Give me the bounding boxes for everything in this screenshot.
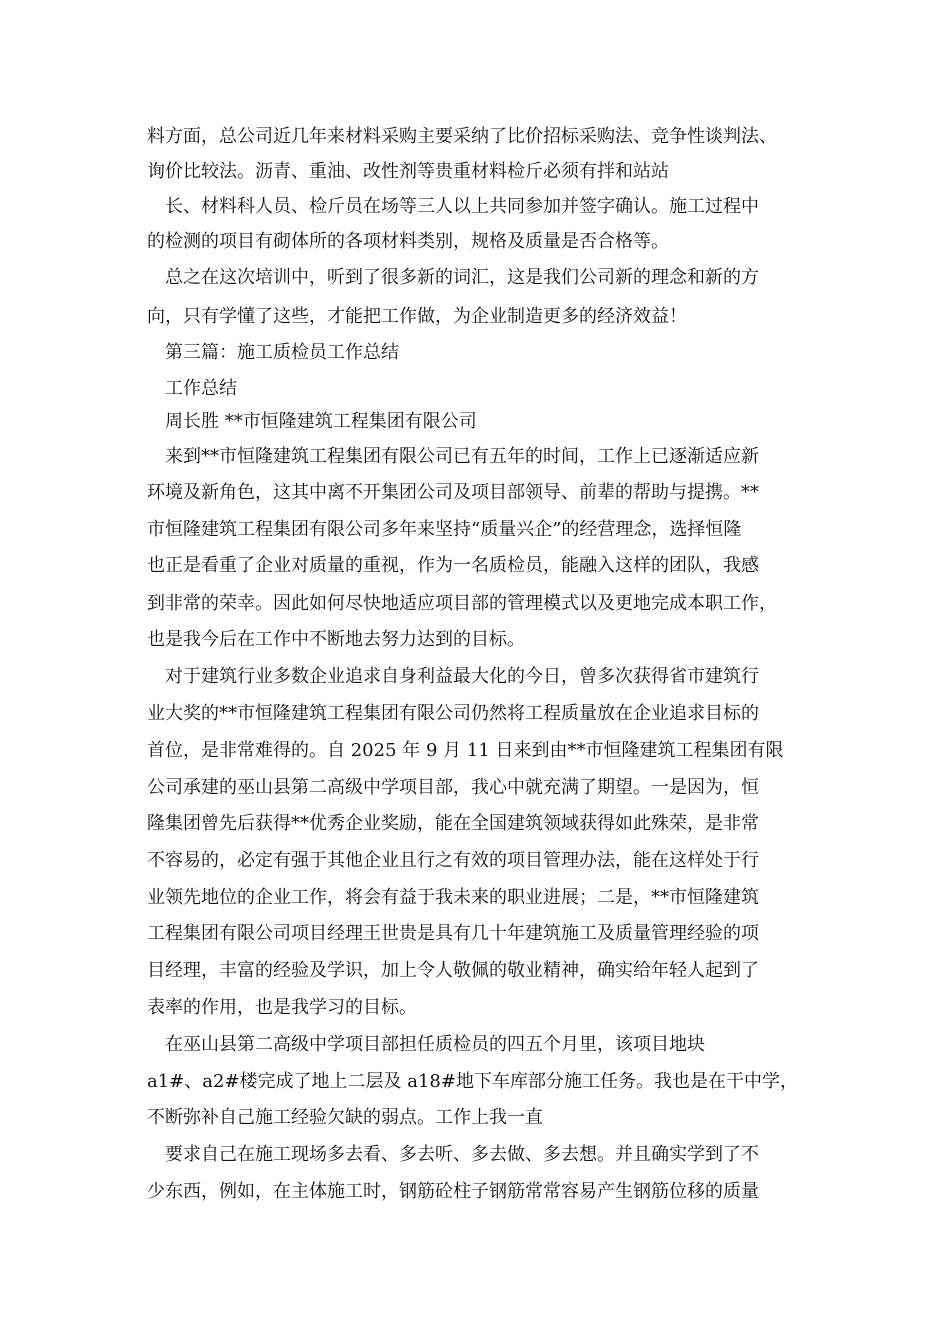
text-line: 隆集团曾先后获得**优秀企业奖励，能在全国建筑领域获得如此殊荣，是非常 [147, 813, 759, 834]
text-line: 询价比较法。沥青、重油、改性剂等贵重材料检斤必须有拌和站站 [147, 161, 669, 182]
document-title: 工作总结 [165, 378, 237, 399]
text-line: 来到**市恒隆建筑工程集团有限公司已有五年的时间，工作上已逐渐适应新 [165, 446, 759, 467]
section-heading: 第三篇：施工质检员工作总结 [165, 342, 399, 363]
text-line: a1#、a2#楼完成了地上二层及 a18#地下车库部分施工任务。我也是在干中学， [147, 1071, 798, 1092]
text-line: 料方面，总公司近几年来材料采购主要采纳了比价招标采购法、竞争性谈判法、 [147, 126, 777, 147]
text-line: 公司承建的巫山县第二高级中学项目部，我心中就充满了期望。一是因为，恒 [147, 777, 759, 798]
text-line: 在巫山县第二高级中学项目部担任质检员的四五个月里，该项目地块 [165, 1034, 705, 1055]
text-line: 目经理，丰富的经验及学识，加上令人敬佩的敬业精神，确实给年轻人起到了 [147, 960, 759, 981]
text-line: 向，只有学懂了这些，才能把工作做，为企业制造更多的经济效益！ [147, 306, 687, 327]
text-line: 环境及新角色，这其中离不开集团公司及项目部领导、前辈的帮助与提携。** [147, 482, 759, 503]
text-line: 表率的作用，也是我学习的目标。 [147, 997, 417, 1018]
text-line: 总之在这次培训中，听到了很多新的词汇，这是我们公司新的理念和新的方 [165, 267, 759, 288]
text-line: 对于建筑行业多数企业追求自身利益最大化的今日，曾多次获得省市建筑行 [165, 666, 759, 687]
text-line: 首位，是非常难得的。自 2025 年 9 月 11 日来到由**市恒隆建筑工程集团有限 [147, 740, 784, 761]
text-line: 长、材料科人员、检斤员在场等三人以上共同参加并签字确认。施工过程中 [165, 196, 759, 217]
text-line: 工程集团有限公司项目经理王世贵是具有几十年建筑施工及质量管理经验的项 [147, 923, 759, 944]
text-line: 市恒隆建筑工程集团有限公司多年来坚持“质量兴企”的经营理念，选择恒隆 [147, 519, 742, 540]
text-line: 也正是看重了企业对质量的重视，作为一名质检员，能融入这样的团队，我感 [147, 555, 759, 576]
author-line: 周长胜 **市恒隆建筑工程集团有限公司 [165, 411, 477, 432]
text-line: 业领先地位的企业工作，将会有益于我未来的职业进展；二是，**市恒隆建筑 [147, 887, 759, 908]
text-line: 的检测的项目有砌体所的各项材料类别，规格及质量是否合格等。 [147, 231, 669, 252]
text-line: 不断弥补自己施工经验欠缺的弱点。工作上我一直 [147, 1107, 543, 1128]
text-line: 业大奖的**市恒隆建筑工程集团有限公司仍然将工程质量放在企业追求目标的 [147, 703, 759, 724]
text-line: 到非常的荣幸。因此如何尽快地适应项目部的管理模式以及更地完成本职工作， [147, 593, 777, 614]
text-line: 少东西，例如，在主体施工时，钢筋砼柱子钢筋常常容易产生钢筋位移的质量 [147, 1181, 759, 1202]
text-line: 要求自己在施工现场多去看、多去听、多去做、多去想。并且确实学到了不 [165, 1144, 759, 1165]
text-line: 不容易的，必定有强于其他企业且行之有效的项目管理办法，能在这样处于行 [147, 850, 759, 871]
text-line: 也是我今后在工作中不断地去努力达到的目标。 [147, 629, 525, 650]
